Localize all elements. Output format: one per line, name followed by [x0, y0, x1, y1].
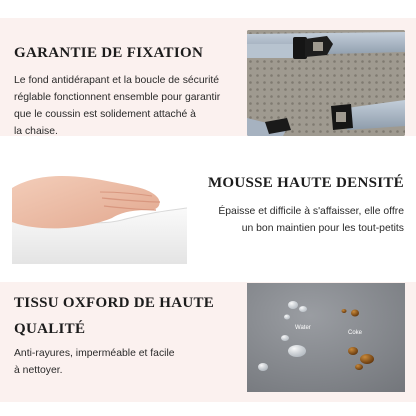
- fixation-description-line: la chaise.: [14, 126, 58, 137]
- foam-description: [218, 203, 404, 237]
- hand-pressing-foam-photo: [12, 158, 187, 264]
- fabric-title-line: QUALITÉ: [14, 321, 86, 337]
- fixation-description-line: Le fond antidérapant et la boucle de sécurité: [14, 75, 220, 86]
- fixation-description-line: réglable fonctionnent ensemble pour garantir: [14, 92, 221, 103]
- fabric-description-line: à nettoyer.: [14, 365, 63, 376]
- foam-description-line: Épaisse et difficile à s'affaisser, elle offre: [218, 206, 404, 217]
- fabric-description: [14, 345, 175, 379]
- buckle-strap-illustration: [247, 30, 405, 136]
- coke-label: Coke: [348, 330, 363, 336]
- fabric-title: [14, 290, 214, 342]
- water-label: Water: [295, 325, 311, 331]
- fabric-title-line: TISSU OXFORD DE HAUTE: [14, 295, 215, 311]
- buckle-strap-photo: [247, 30, 405, 136]
- foam-title: MOUSSE HAUTE DENSITÉ: [207, 175, 404, 191]
- fixation-title: GARANTIE DE FIXATION: [14, 45, 204, 61]
- fabric-description-line: Anti-rayures, imperméable et facile: [14, 348, 175, 359]
- waterproof-fabric-illustration: [247, 283, 405, 392]
- foam-description-line: un bon maintien pour les tout-petits: [241, 223, 404, 234]
- fixation-description-line: que le coussin est solidement attaché à: [14, 109, 196, 120]
- fixation-description: [14, 72, 220, 140]
- waterproof-fabric-photo: [247, 283, 405, 392]
- foam-illustration: [12, 158, 187, 264]
